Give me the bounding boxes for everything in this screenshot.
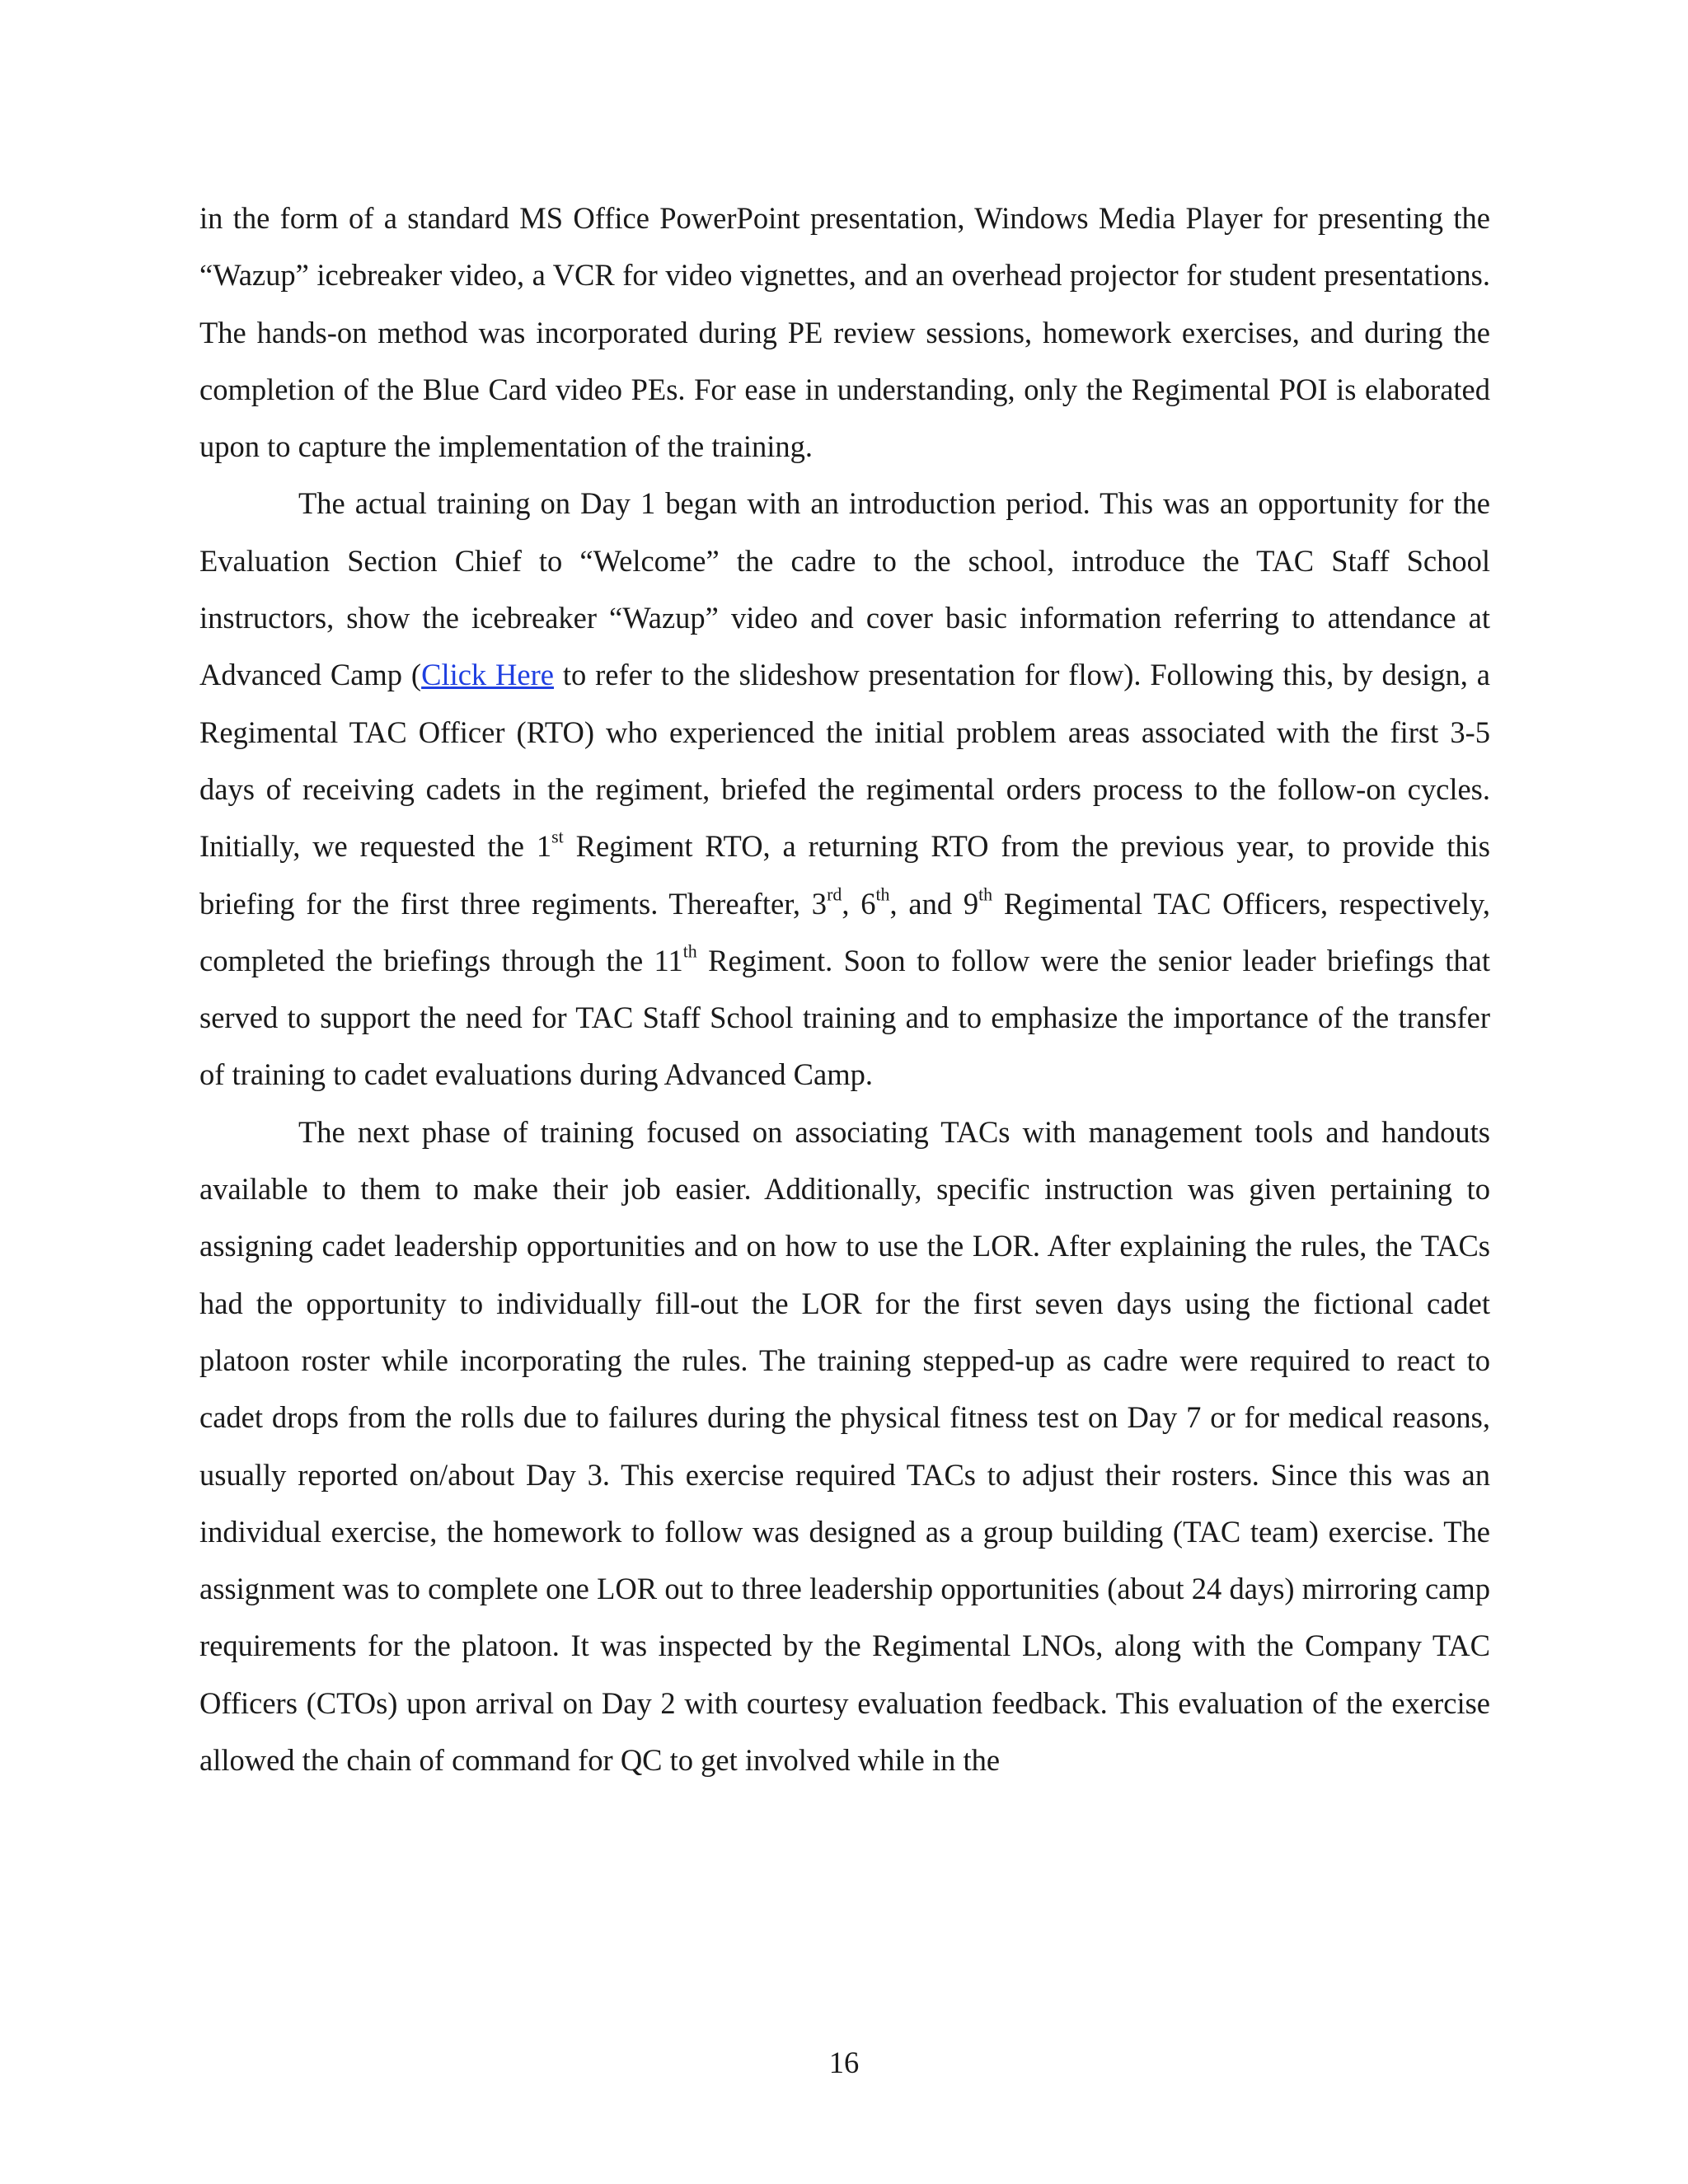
paragraph-3-text: The next phase of training focused on associating TACs with management tools and handouts available to them to make their job easier. Additionally, specific instruction was given pertaining to assigning cadet leadership opportunities and on how to use the LOR. After explaining the rules, the TACs had the opportunity to individually fill-out the LOR for the first seven days using the fictional cadet platoon roster while incorporating the rules. The training stepped-up as cadre were required to react to cadet drops from the rolls due to failures during the physical fitness test on Day 7 or for medical reasons, usually reported on/about Day 3. This exercise required TACs to adjust their rosters. Since this was an individual exercise, the homework to follow was designed as a group building (TAC team) exercise. The assignment was to complete one LOR out to three leadership opportunities (about 24 days) mirroring camp requirements for the platoon. It was inspected by the Regimental LNOs, along with the Company TAC Officers (CTOs) upon arrival on Day 2 with courtesy evaluation feedback. This evaluation of the exercise allowed the chain of command for QC to get involved while in the — [199, 1114, 1490, 1778]
superscript-th-11: th — [682, 940, 697, 962]
paragraph-2-text-e: , and 9 — [889, 886, 979, 921]
page-number: 16 — [828, 2046, 860, 2079]
superscript-rd: rd — [827, 883, 842, 905]
paragraph-2 — [199, 475, 1490, 1103]
click-here-link[interactable]: Click Here — [421, 658, 554, 692]
paragraph-1-text: in the form of a standard MS Office PowerPoint presentation, Windows Media Player for presenting the “Wazup” icebreaker video, a VCR for video vignettes, and an overhead projector for student presentations. The hands-on method was incorporated during PE review sessions, homework exercises, and during the completion of the Blue Card video PEs. For ease in understanding, only the Regimental POI is elaborated upon to capture the implementation of the training. — [199, 201, 1490, 464]
paragraph-1 — [199, 190, 1490, 475]
superscript-st: st — [551, 826, 564, 847]
paragraph-2-text-a: The actual training on Day 1 began with an introduction period. This was an opportunity for the Evaluation Section Chief to “Welcome” the cadre to the school, introduce the TAC Staff School instructors, show the icebreaker “Wazup” video and cover basic information referring to attendance at Advanced Camp ( — [199, 486, 1490, 692]
paragraph-2-text-f: Regimental TAC Officers, respectively, completed the briefings through the 11 — [199, 886, 1490, 977]
superscript-th-9: th — [978, 883, 993, 905]
body-text — [199, 190, 1490, 1788]
paragraph-2-text-g: Regiment. Soon to follow were the senior leader briefings that served to support the need for TAC Staff School training and to emphasize the importance of the transfer of training to cadet evaluations during Advanced Camp. — [199, 943, 1490, 1092]
paragraph-3 — [199, 1104, 1490, 1789]
paragraph-2-text-c: Regiment RTO, a returning RTO from the previous year, to provide this briefing for the first three regiments. Thereafter, 3 — [199, 829, 1490, 921]
superscript-th-6: th — [875, 883, 890, 905]
paragraph-2-text-b: to refer to the slideshow presentation for flow). Following this, by design, a Regimental TAC Officer (RTO) who experienced the initial problem areas associated with the first 3-5 days of receiving cadets in the regiment, briefed the regimental orders process to the follow-on cycles. Initially, we requested the 1 — [199, 658, 1490, 864]
paragraph-2-text-d: , 6 — [842, 886, 876, 921]
